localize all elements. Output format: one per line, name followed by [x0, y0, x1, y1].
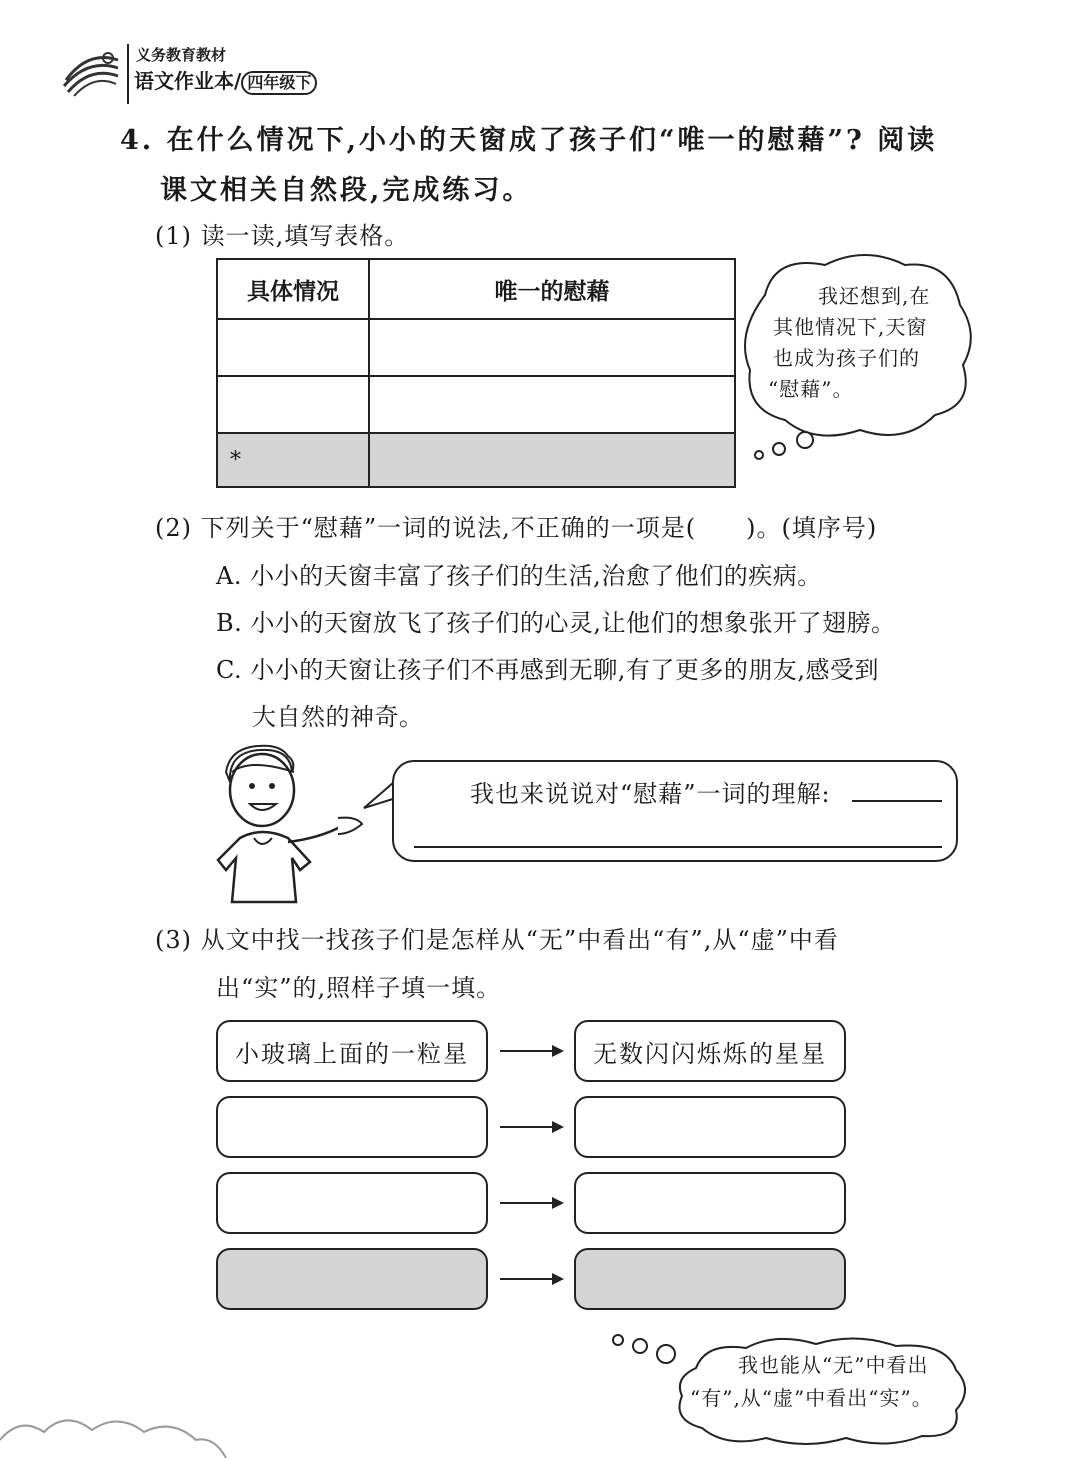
cloud-text-line: 也成为孩子们的 — [773, 346, 920, 370]
flow-box-to[interactable] — [574, 1096, 846, 1158]
situation-table — [216, 258, 736, 488]
table-cell-situation[interactable]: * — [218, 434, 370, 486]
flow-box-to: 无数闪闪烁烁的星星 — [574, 1020, 846, 1082]
table-cell-situation[interactable] — [218, 320, 370, 375]
arrow-right-icon — [500, 1120, 564, 1134]
book-title — [134, 65, 317, 95]
table-header-comfort: 唯一的慰藉 — [494, 278, 610, 305]
cloud-text-line: “有”,从“虚”中看出“实”。 — [690, 1386, 933, 1410]
cloud-text-line: “慰藉”。 — [768, 377, 854, 401]
option-a[interactable]: A. 小小的天窗丰富了孩子们的生活,治愈了他们的疾病。 — [216, 562, 822, 590]
table-row-optional — [218, 434, 734, 486]
part3-prompt-line2: 出“实”的,照样子填一填。 — [216, 974, 502, 1002]
option-c-continued: 大自然的神奇。 — [252, 703, 424, 731]
part1-prompt: (1) 读一读,填写表格。 — [155, 222, 410, 250]
header-divider — [127, 44, 129, 104]
part2-prompt: (2) 下列关于“慰藉”一词的说法,不正确的一项是( )。(填序号) — [155, 514, 878, 542]
cloud-text-line: 我还想到,在 — [818, 284, 931, 308]
flow-box-from[interactable] — [216, 1172, 488, 1234]
arrow-right-icon — [500, 1196, 564, 1210]
cloud-text-line: 其他情况下,天窗 — [773, 315, 928, 339]
table-row — [218, 377, 734, 434]
grade-badge: 四年级下 — [241, 71, 317, 95]
table-cell-comfort[interactable] — [370, 377, 734, 432]
table-cell-comfort[interactable] — [370, 434, 734, 486]
table-header-situation: 具体情况 — [218, 260, 370, 318]
answer-blank-line[interactable] — [414, 846, 942, 848]
flow-box-from: 小玻璃上面的一粒星 — [216, 1020, 488, 1082]
option-c[interactable]: C. 小小的天窗让孩子们不再感到无聊,有了更多的朋友,感受到 — [216, 656, 880, 684]
table-cell-comfort[interactable] — [370, 320, 734, 375]
boy-illustration-icon — [210, 742, 370, 904]
table-cell-situation[interactable] — [218, 377, 370, 432]
question-title-line1: 4. 在什么情况下,小小的天窗成了孩子们“唯一的慰藉”? 阅读 — [120, 125, 938, 156]
flow-box-from[interactable] — [216, 1096, 488, 1158]
question-title-line2: 课文相关自然段,完成练习。 — [160, 175, 533, 206]
series-label: 义务教育教材 — [136, 46, 227, 64]
flow-box-from-optional[interactable] — [216, 1248, 488, 1310]
speech-bubble-text: 我也来说说对“慰藉”一词的理解: — [470, 780, 831, 808]
table-row — [218, 320, 734, 377]
flow-box-to-optional[interactable] — [574, 1248, 846, 1310]
publisher-logo-icon — [58, 40, 122, 104]
option-b[interactable]: B. 小小的天窗放飞了孩子们的心灵,让他们的想象张开了翅膀。 — [216, 609, 896, 637]
answer-blank-line[interactable] — [852, 800, 942, 802]
arrow-right-icon — [500, 1272, 564, 1286]
cloud-text-line: 我也能从“无”中看出 — [738, 1353, 929, 1377]
flow-box-to[interactable] — [574, 1172, 846, 1234]
decorative-border — [0, 1410, 250, 1458]
table-header-row — [218, 260, 734, 320]
book-title-text: 语文作业本/ — [134, 69, 242, 93]
arrow-right-icon — [500, 1044, 564, 1058]
part3-prompt-line1: (3) 从文中找一找孩子们是怎样从“无”中看出“有”,从“虚”中看 — [155, 926, 839, 954]
